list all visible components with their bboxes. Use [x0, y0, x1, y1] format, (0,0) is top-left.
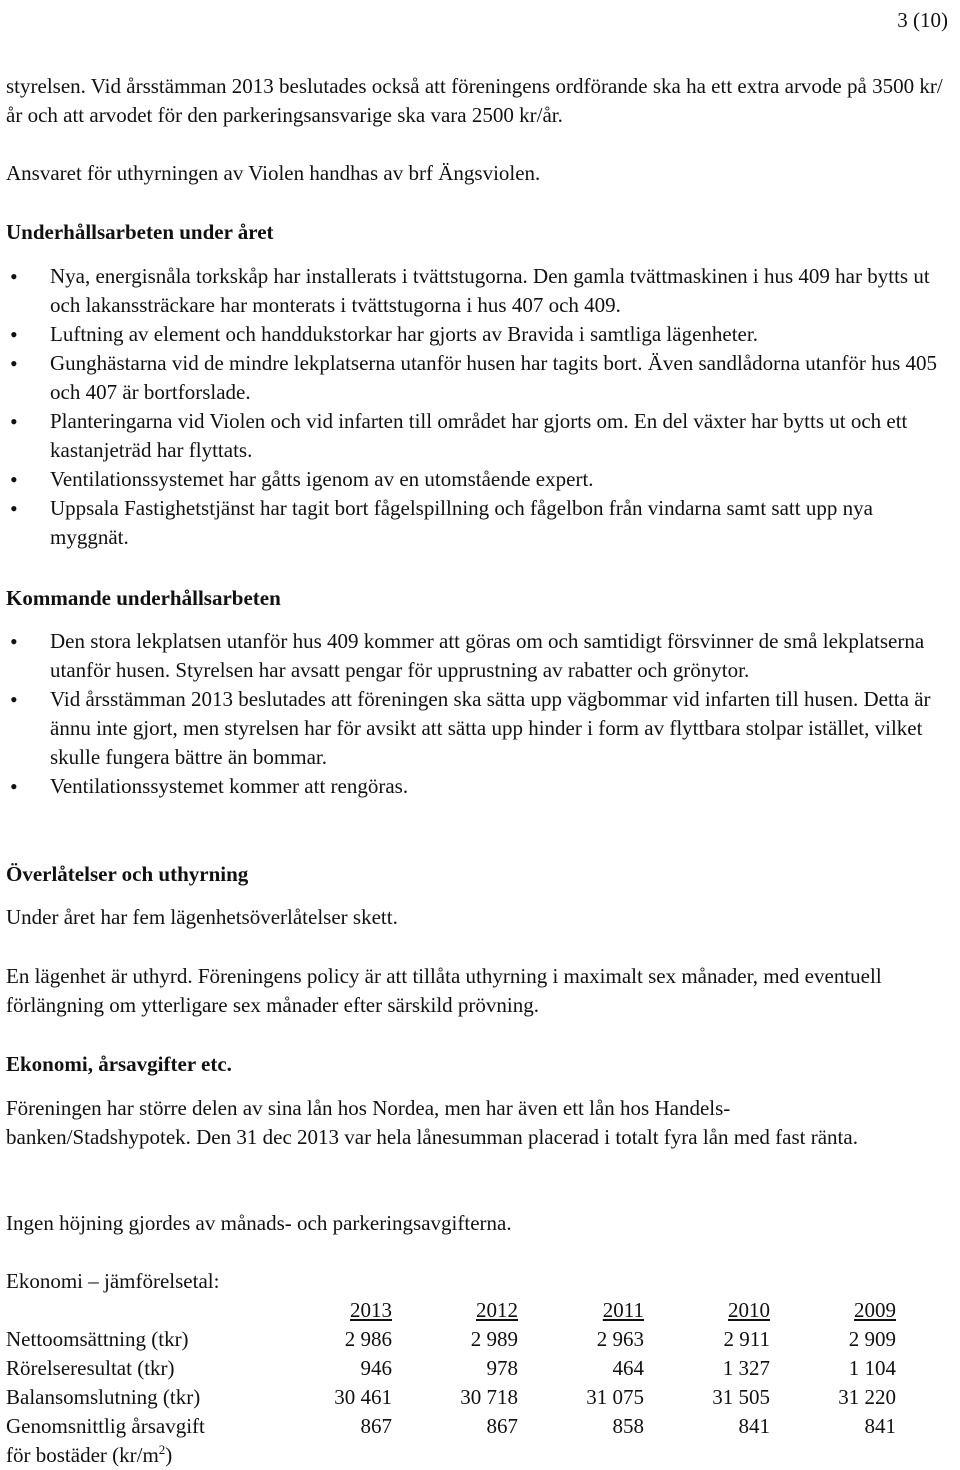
- table-row: [6, 1325, 896, 1354]
- page-number: 3 (10): [897, 8, 948, 32]
- row-label: Genomsnittlig årsavgift: [6, 1414, 205, 1438]
- table-cell: 1 104: [848, 1356, 896, 1380]
- table-cell: 867: [486, 1414, 518, 1438]
- table-header-row: [6, 1296, 896, 1325]
- rental-policy-paragraph: En lägenhet är uthyrd. Föreningens policy är att tillåta uthyrning i maximalt sex månader, med eventuell förlängning om ytterligare sex månader efter särskild prövning.: [6, 964, 882, 1017]
- comparison-label: Ekonomi – jämförelsetal:: [6, 1269, 220, 1293]
- table-cell: 2 911: [723, 1327, 770, 1351]
- economy-heading: Ekonomi, årsavgifter etc.: [6, 1052, 232, 1076]
- table-row: [6, 1383, 896, 1412]
- table-row: [6, 1412, 896, 1441]
- list-item: • Luftning av element och handdukstorkar har gjorts av Bravida i samtliga lägenheter.: [6, 320, 950, 349]
- table-cell: 858: [612, 1414, 644, 1438]
- table-cell: 464: [612, 1356, 644, 1380]
- list-item: • Vid årsstämman 2013 beslutades att föreningen ska sätta upp vägbommar vid infarten till husen. Detta är ännu inte gjort, men styrelsen har för avsikt att sätta upp hinder i form av flyttbara stolpar istället, vilket skulle fungera bättre än bommar.: [6, 685, 950, 772]
- year-header: 2011: [602, 1298, 644, 1322]
- row-label: Rörelseresultat (tkr): [6, 1356, 175, 1380]
- maintenance-heading: Underhållsarbeten under året: [6, 220, 274, 244]
- table-cell: 946: [360, 1356, 392, 1380]
- table-cell: 30 718: [460, 1385, 518, 1409]
- rental-responsibility-paragraph: Ansvaret för uthyrningen av Violen handhas av brf Ängsviolen.: [6, 161, 541, 185]
- list-item: • Uppsala Fastighetstjänst har tagit bort fågelspillning och fågelbon från vindarna samt satt upp nya myggnät.: [6, 494, 950, 552]
- upcoming-list: [6, 627, 950, 801]
- table-cell: 978: [486, 1356, 518, 1380]
- loans-paragraph: Föreningen har större delen av sina lån hos Nordea, men har även ett lån hos Handels-banken/Stadshypotek. Den 31 dec 2013 var hela lånesumman placerad i totalt fyra lån med fast ränta.: [6, 1096, 858, 1149]
- upcoming-heading: Kommande underhållsarbeten: [6, 586, 281, 610]
- list-item: • Ventilationssystemet har gåtts igenom av en utomstående expert.: [6, 465, 950, 494]
- row-label: Nettoomsättning (tkr): [6, 1327, 189, 1351]
- row-label-continuation: för bostäder $(kr/m^2)$: [6, 1442, 173, 1467]
- transfers-paragraph: Under året har fem lägenhetsöverlåtelser skett.: [6, 905, 398, 929]
- table-row: [6, 1354, 896, 1383]
- table-cell: 841: [864, 1414, 896, 1438]
- list-item: • Den stora lekplatsen utanför hus 409 kommer att göras om och samtidigt försvinner de små lekplatserna utanför husen. Styrelsen har avsatt pengar för upprustning av rabatter och grönytor.: [6, 627, 950, 685]
- comparison-table: [6, 1296, 896, 1470]
- table-cell: 30 461: [334, 1385, 392, 1409]
- table-cell: 31 220: [838, 1385, 896, 1409]
- year-header: 2013: [350, 1298, 392, 1322]
- table-cell: 841: [738, 1414, 770, 1438]
- table-cell: 1 327: [722, 1356, 770, 1380]
- list-item: • Planteringarna vid Violen och vid infarten till området har gjorts om. En del växter har bytts ut och ett kastanjeträd har flyttats.: [6, 407, 950, 465]
- row-label: Balansomslutning (tkr): [6, 1385, 201, 1409]
- table-cell: 2 989: [470, 1327, 518, 1351]
- table-row-continuation: [6, 1441, 896, 1470]
- transfers-heading: Överlåtelser och uthyrning: [6, 862, 249, 886]
- table-cell: 867: [360, 1414, 392, 1438]
- list-item: • Ventilationssystemet kommer att rengöras.: [6, 772, 950, 801]
- year-header: 2009: [854, 1298, 896, 1322]
- table-cell: 31 075: [586, 1385, 644, 1409]
- fees-paragraph: Ingen höjning gjordes av månads- och parkeringsavgifterna.: [6, 1211, 512, 1235]
- intro-paragraph: styrelsen. Vid årsstämman 2013 beslutades också att föreningens ordförande ska ha ett extra arvode på 3500 kr/år och att arvodet för den parkeringsansvarige ska vara 2500 kr/år.: [6, 74, 943, 127]
- list-item: • Gunghästarna vid de mindre lekplatserna utanför husen har tagits bort. Även sandlådorna utanför hus 405 och 407 är bortforslade.: [6, 349, 950, 407]
- table-cell: 2 986: [344, 1327, 392, 1351]
- maintenance-list: [6, 262, 950, 552]
- list-item: • Nya, energisnåla torkskåp har installerats i tvättstugorna. Den gamla tvättmaskinen i hus 409 har bytts ut och lakanssträckare har monterats i tvättstugorna i hus 407 och 409.: [6, 262, 950, 320]
- table-cell: 31 505: [712, 1385, 770, 1409]
- table-cell: 2 909: [848, 1327, 896, 1351]
- table-cell: 2 963: [596, 1327, 644, 1351]
- year-header: 2010: [728, 1298, 770, 1322]
- year-header: 2012: [476, 1298, 518, 1322]
